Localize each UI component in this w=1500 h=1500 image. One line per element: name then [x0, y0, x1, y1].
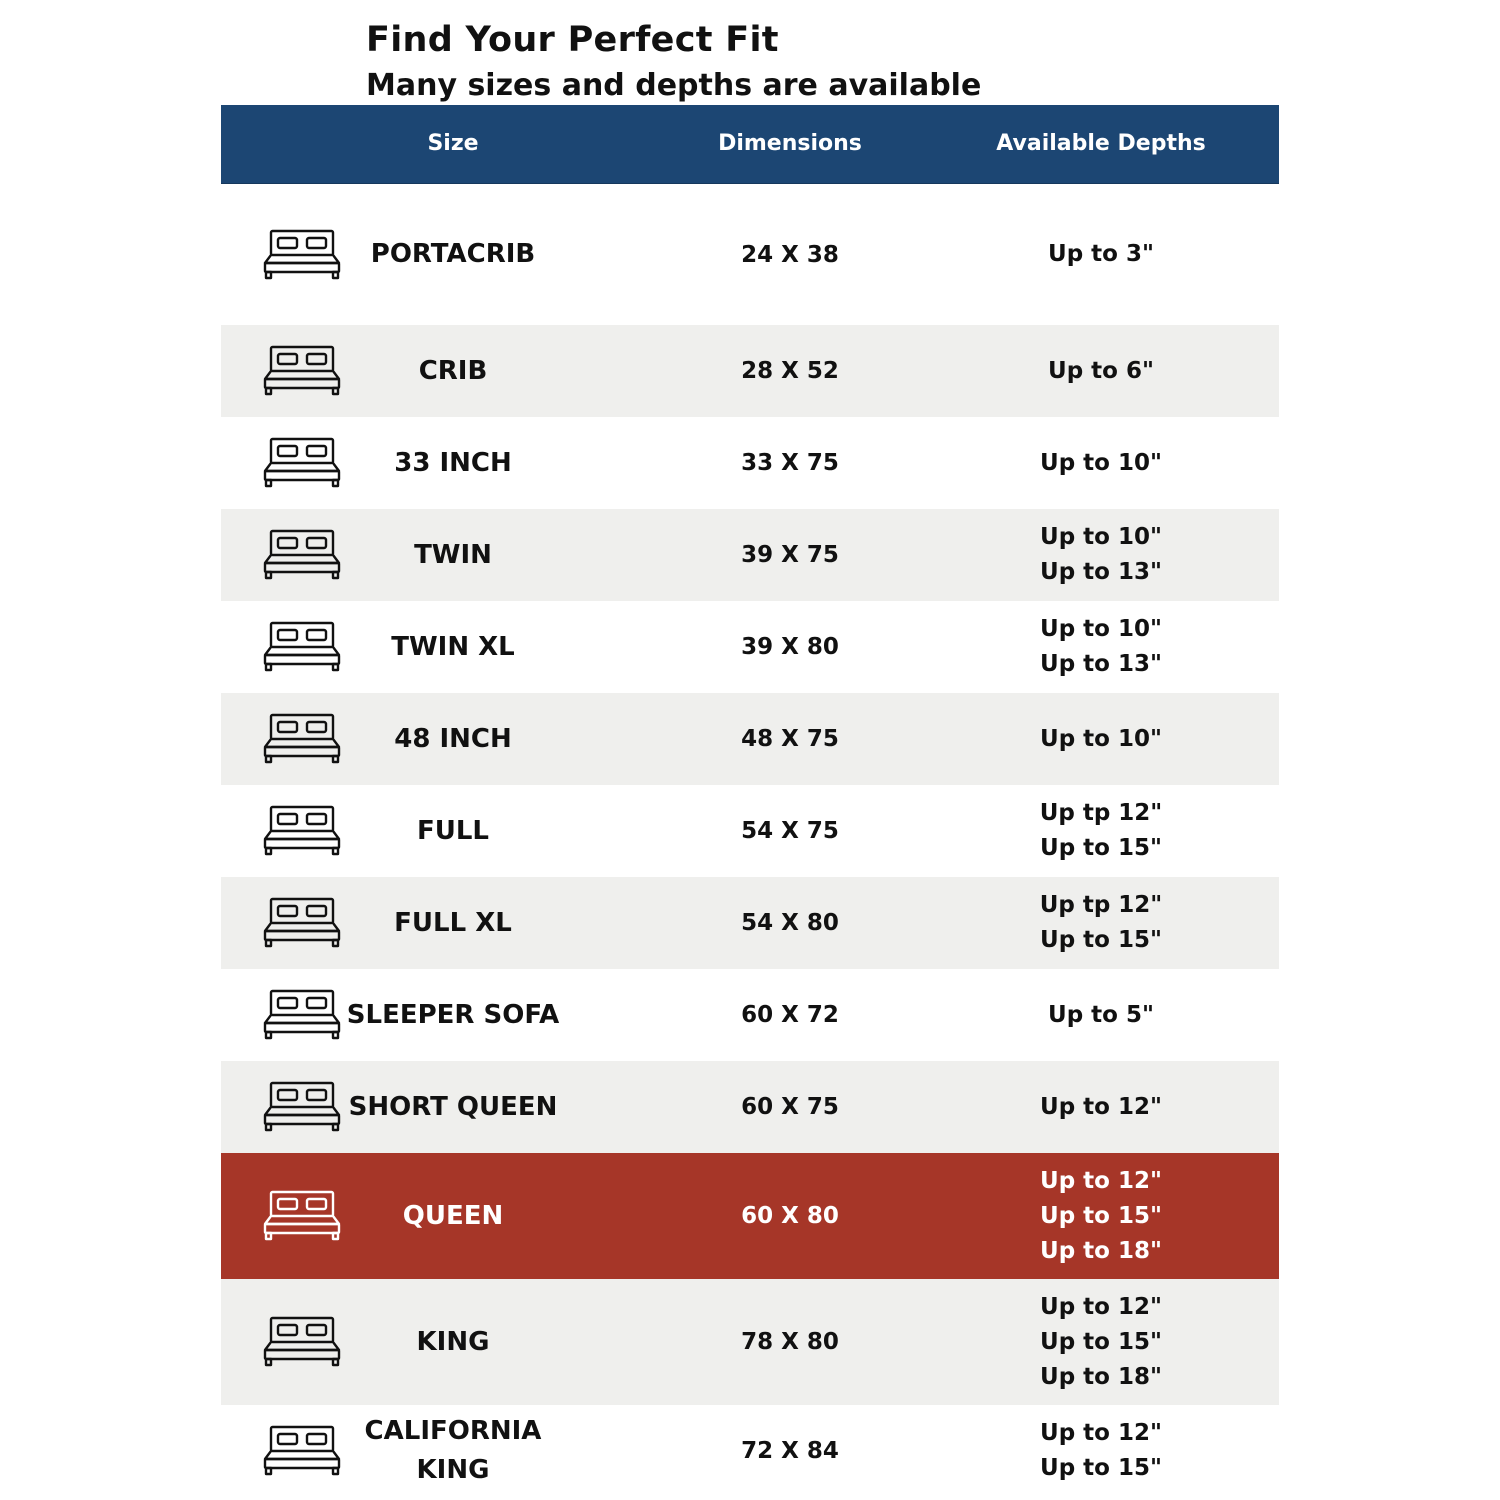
size-cell: PORTACRIB	[370, 239, 536, 269]
size-cell: SHORT QUEEN	[348, 1091, 558, 1122]
depths-cell	[961, 417, 1241, 509]
depth-value: Up to 10"	[1040, 449, 1162, 476]
size-cell: KING	[416, 1326, 490, 1357]
depth-value: Up to 15"	[1040, 1328, 1162, 1355]
table-row	[221, 1153, 1279, 1279]
table-row	[221, 417, 1279, 509]
size-cell: CRIB	[418, 355, 488, 386]
depths-cell	[961, 509, 1241, 601]
depth-value: Up to 12"	[1040, 1167, 1162, 1194]
depths-cell	[961, 969, 1241, 1061]
depth-value: Up to 12"	[1040, 1093, 1162, 1120]
dimensions-cell: 28 X 52	[741, 358, 839, 384]
size-cell: 48 INCH	[394, 723, 512, 754]
column-header-size: Size	[427, 131, 479, 156]
depth-value: Up to 15"	[1040, 927, 1162, 953]
depth-value: Up to 18"	[1040, 1363, 1162, 1390]
size-label-line: CALIFORNIA	[364, 1416, 542, 1446]
size-cell: TWIN XL	[391, 631, 515, 662]
table-header	[221, 105, 1279, 184]
page-subtitle: Many sizes and depths are available	[366, 68, 982, 103]
table-row	[221, 693, 1279, 785]
size-cell: SLEEPER SOFA	[346, 999, 560, 1030]
size-cell: FULL XL	[394, 907, 512, 938]
dimensions-cell: 24 X 38	[741, 241, 839, 268]
depth-value: Up tp 12"	[1039, 892, 1163, 918]
depths-cell	[961, 1061, 1241, 1153]
table-row	[221, 785, 1279, 877]
depths-cell	[961, 877, 1241, 969]
dimensions-cell: 60 X 80	[741, 1203, 839, 1229]
size-cell: FULL	[416, 815, 489, 846]
dimensions-cell: 60 X 72	[741, 1002, 839, 1028]
depth-value: Up to 13"	[1040, 559, 1162, 585]
dimensions-cell: 39 X 75	[741, 542, 839, 568]
depth-value: Up to 15"	[1040, 1202, 1162, 1229]
size-cell	[321, 1405, 585, 1497]
depth-value: Up to 6"	[1048, 357, 1154, 384]
table-row	[221, 877, 1279, 969]
depths-cell	[961, 693, 1241, 785]
dimensions-cell: 48 X 75	[741, 726, 839, 752]
depth-value: Up to 12"	[1040, 1420, 1162, 1446]
table-row	[221, 1405, 1279, 1497]
table-row	[221, 184, 1279, 325]
size-table	[221, 105, 1279, 1497]
depth-value: Up to 5"	[1048, 1001, 1154, 1028]
size-cell: QUEEN	[402, 1200, 504, 1231]
depth-value: Up to 10"	[1040, 725, 1162, 752]
dimensions-cell: 54 X 80	[741, 910, 839, 936]
table-body	[221, 184, 1279, 1497]
depths-cell	[961, 1153, 1241, 1279]
depth-value: Up to 18"	[1040, 1237, 1162, 1264]
depths-cell	[961, 325, 1241, 417]
depth-value: Up tp 12"	[1039, 800, 1163, 826]
depth-value: Up to 15"	[1040, 835, 1162, 861]
table-row	[221, 1061, 1279, 1153]
dimensions-cell: 39 X 80	[741, 634, 839, 660]
dimensions-cell: 60 X 75	[741, 1094, 839, 1120]
size-cell: TWIN	[414, 539, 492, 570]
depths-cell	[961, 1279, 1241, 1405]
size-cell: 33 INCH	[394, 447, 512, 478]
size-label-line: KING	[416, 1455, 490, 1485]
depths-cell	[961, 785, 1241, 877]
page-title: Find Your Perfect Fit	[366, 20, 779, 60]
depths-cell	[961, 1405, 1241, 1497]
depths-cell	[961, 184, 1241, 325]
table-row	[221, 969, 1279, 1061]
depth-value: Up to 10"	[1040, 616, 1162, 642]
dimensions-cell: 72 X 84	[741, 1438, 839, 1464]
depth-value: Up to 12"	[1040, 1293, 1162, 1320]
depths-cell	[961, 601, 1241, 693]
depth-value: Up to 13"	[1040, 651, 1162, 677]
table-row	[221, 1279, 1279, 1405]
column-header-depths: Available Depths	[996, 131, 1206, 156]
dimensions-cell: 54 X 75	[741, 818, 839, 844]
dimensions-cell: 78 X 80	[741, 1329, 839, 1355]
depth-value: Up to 10"	[1040, 524, 1162, 550]
table-row	[221, 509, 1279, 601]
table-row	[221, 601, 1279, 693]
depth-value: Up to 15"	[1040, 1455, 1162, 1481]
column-header-dimensions: Dimensions	[718, 131, 862, 156]
depth-value: Up to 3"	[1048, 241, 1154, 267]
dimensions-cell: 33 X 75	[741, 450, 839, 476]
table-row	[221, 325, 1279, 417]
